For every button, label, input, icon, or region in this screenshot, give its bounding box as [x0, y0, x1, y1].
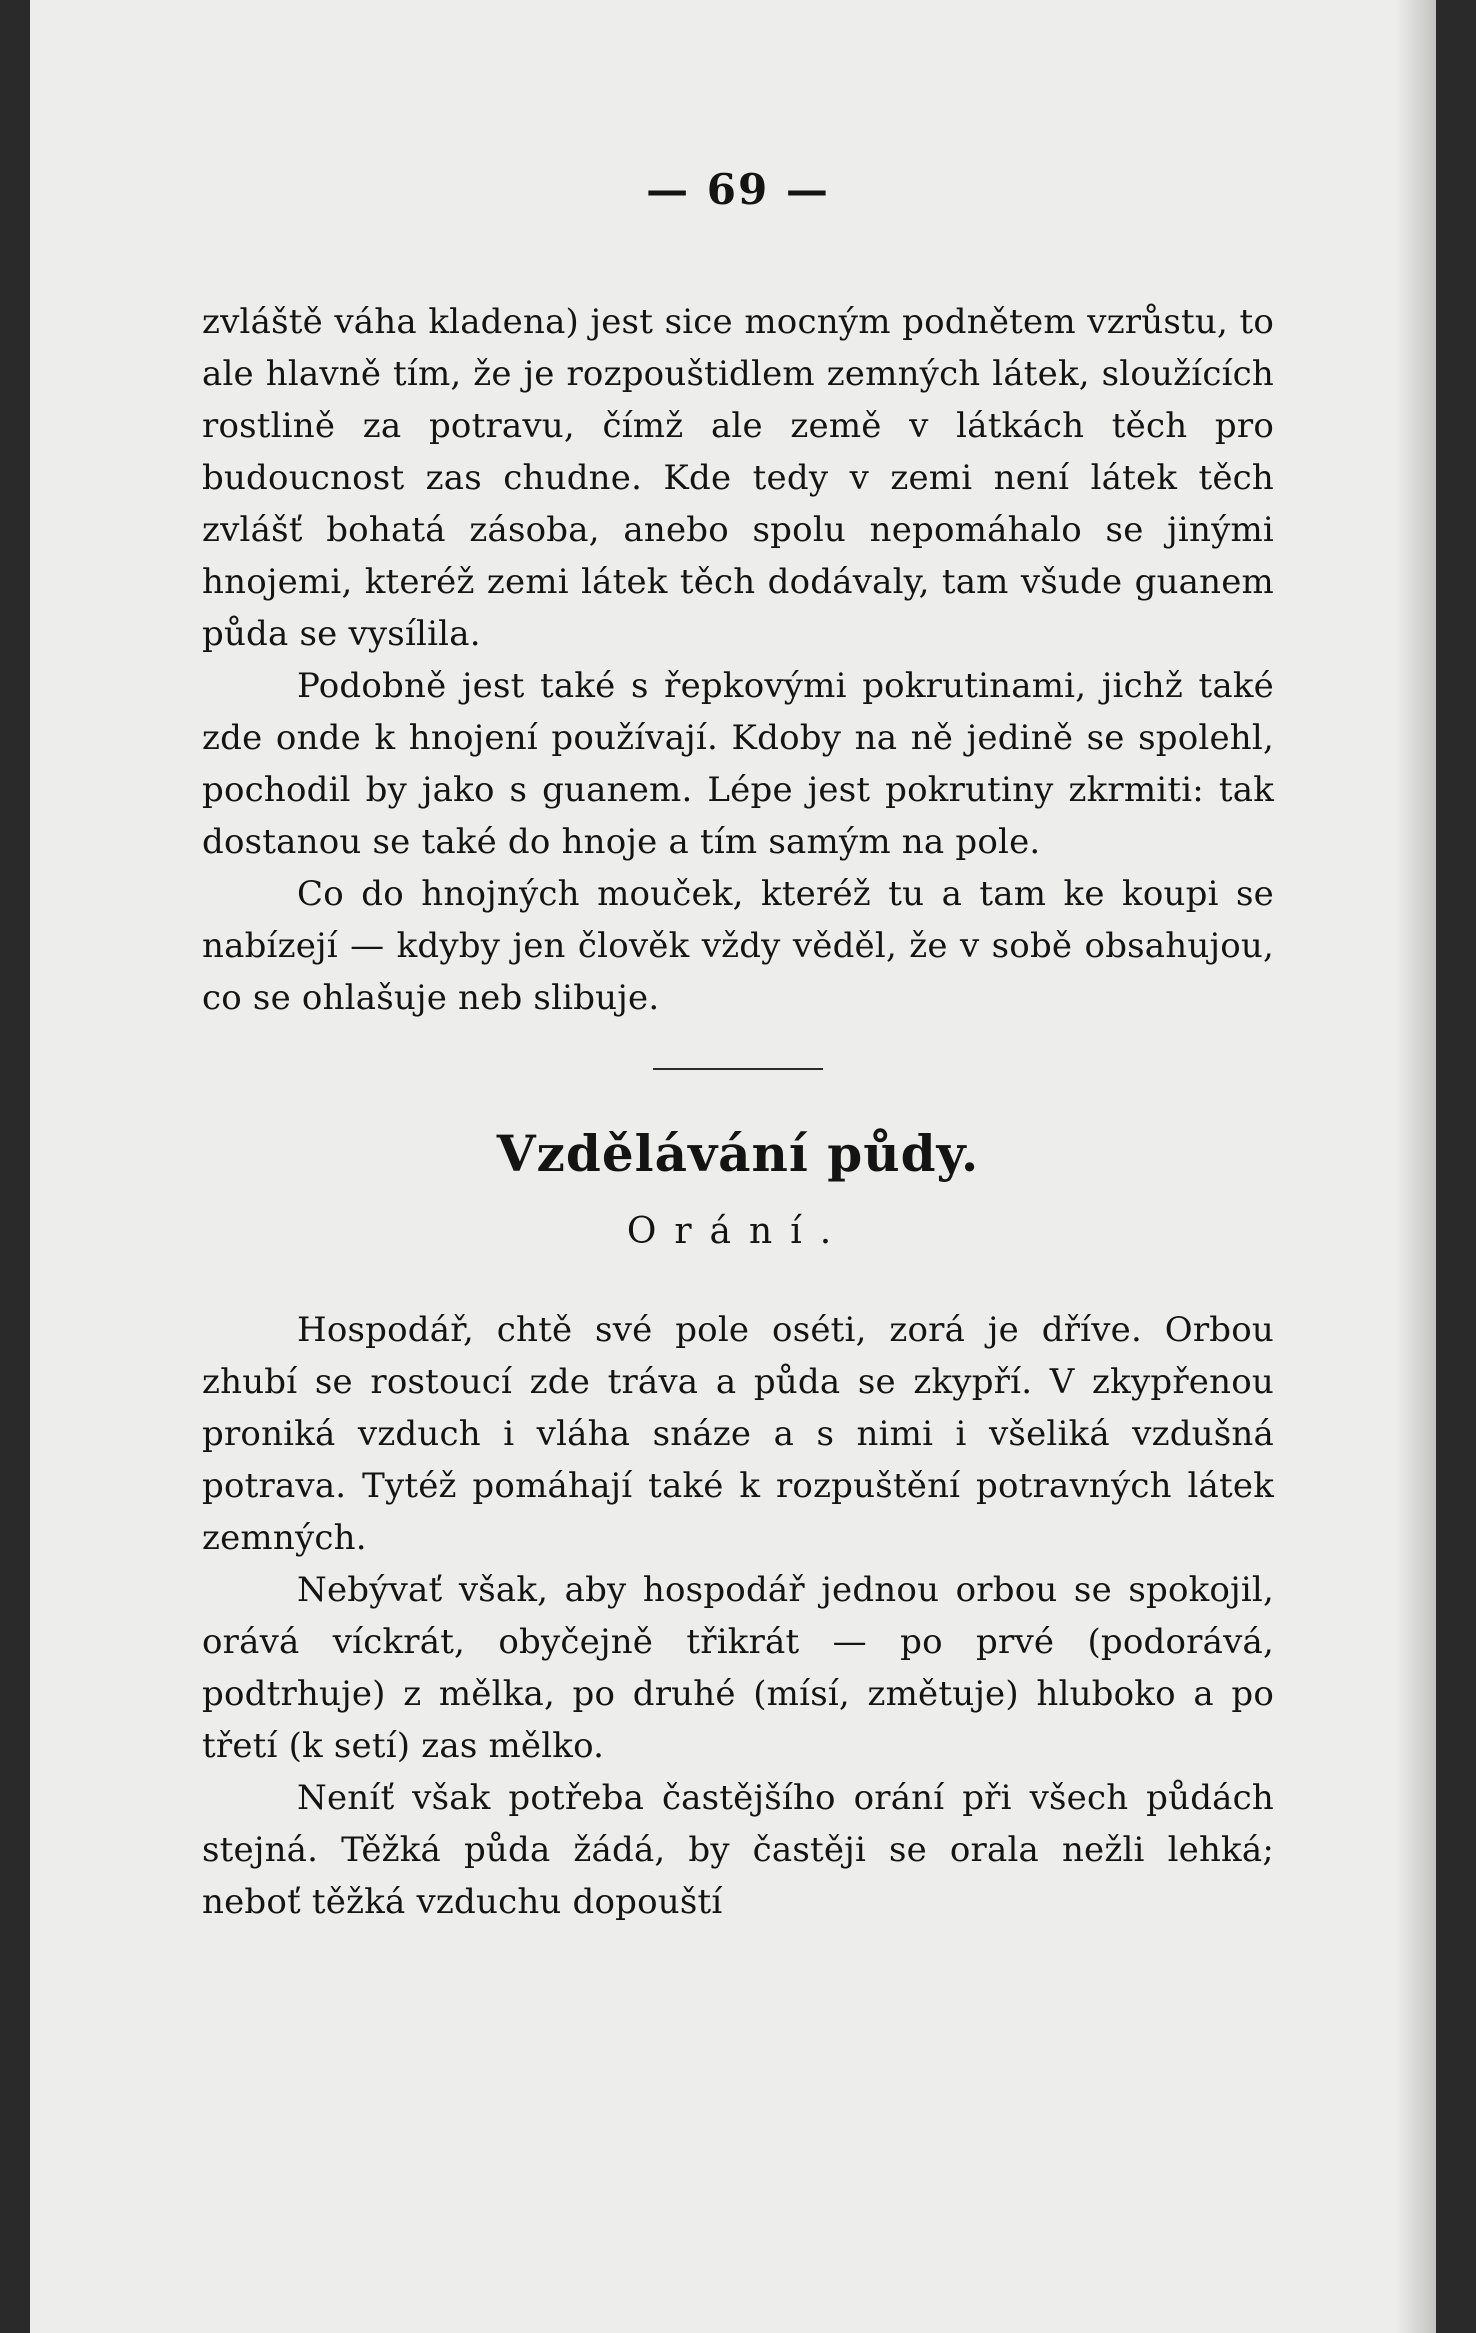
- subsection-title: Orání.: [626, 1211, 850, 1252]
- paragraph: Neníť však potřeba častějšího orání při všech půdách stejná. Těžká půda žádá, by častěji se orala nežli lehká; neboť těžká vzduchu dopouští: [202, 1778, 1274, 1922]
- body-text-bottom: [202, 1304, 1274, 1928]
- paragraph: zvláště váha kladena) jest sice mocným podnětem vzrůstu, to ale hlavně tím, že je rozpouštidlem zemných látek, sloužících rostlině za potravu, čímž ale země v látkách těch pro budoucnost zas chudne. Kde tedy v zemi není látek těch zvlášť bohatá zásoba, anebo spolu nepomáhalo se jinými hnojemi, kteréž zemi látek těch dodávaly, tam všude guanem půda se vysílila.: [202, 302, 1274, 654]
- section-title: Vzdělávání půdy.: [496, 1124, 980, 1183]
- page-edge-shadow: [1396, 0, 1436, 2333]
- body-text-top: [202, 296, 1274, 1024]
- paragraph: Hospodář, chtě své pole oséti, zorá je dříve. Orbou zhubí se rostoucí zde tráva a půda se zkypří. V zkypřenou proniká vzduch i vláha snáze a s nimi i všeliká vzdušná potrava. Tytéž pomáhají také k rozpuštění potravných látek zemných.: [202, 1310, 1274, 1558]
- paragraph: Nebývať však, aby hospodář jednou orbou se spokojil, orává víckrát, obyčejně třikrát — po prvé (podorává, podtrhuje) z mělka, po druhé (mísí, změtuje) hluboko a po třetí (k setí) zas mělko.: [202, 1570, 1274, 1766]
- book-page: [30, 0, 1436, 2333]
- page-number: — 69 —: [646, 165, 830, 214]
- paragraph: Podobně jest také s řepkovými pokrutinami, jichž také zde onde k hnojení používají. Kdoby na ně jedině se spolehl, pochodil by jako s guanem. Lépe jest pokrutiny zkrmiti: tak dostanou se také do hnoje a tím samým na pole.: [202, 666, 1274, 862]
- paragraph: Co do hnojných mouček, kteréž tu a tam ke koupi se nabízejí — kdyby jen člověk vždy věděl, že v sobě obsahujou, co se ohlašuje neb slibuje.: [202, 874, 1274, 1018]
- section-separator: [653, 1068, 823, 1070]
- page-content: [202, 165, 1274, 1928]
